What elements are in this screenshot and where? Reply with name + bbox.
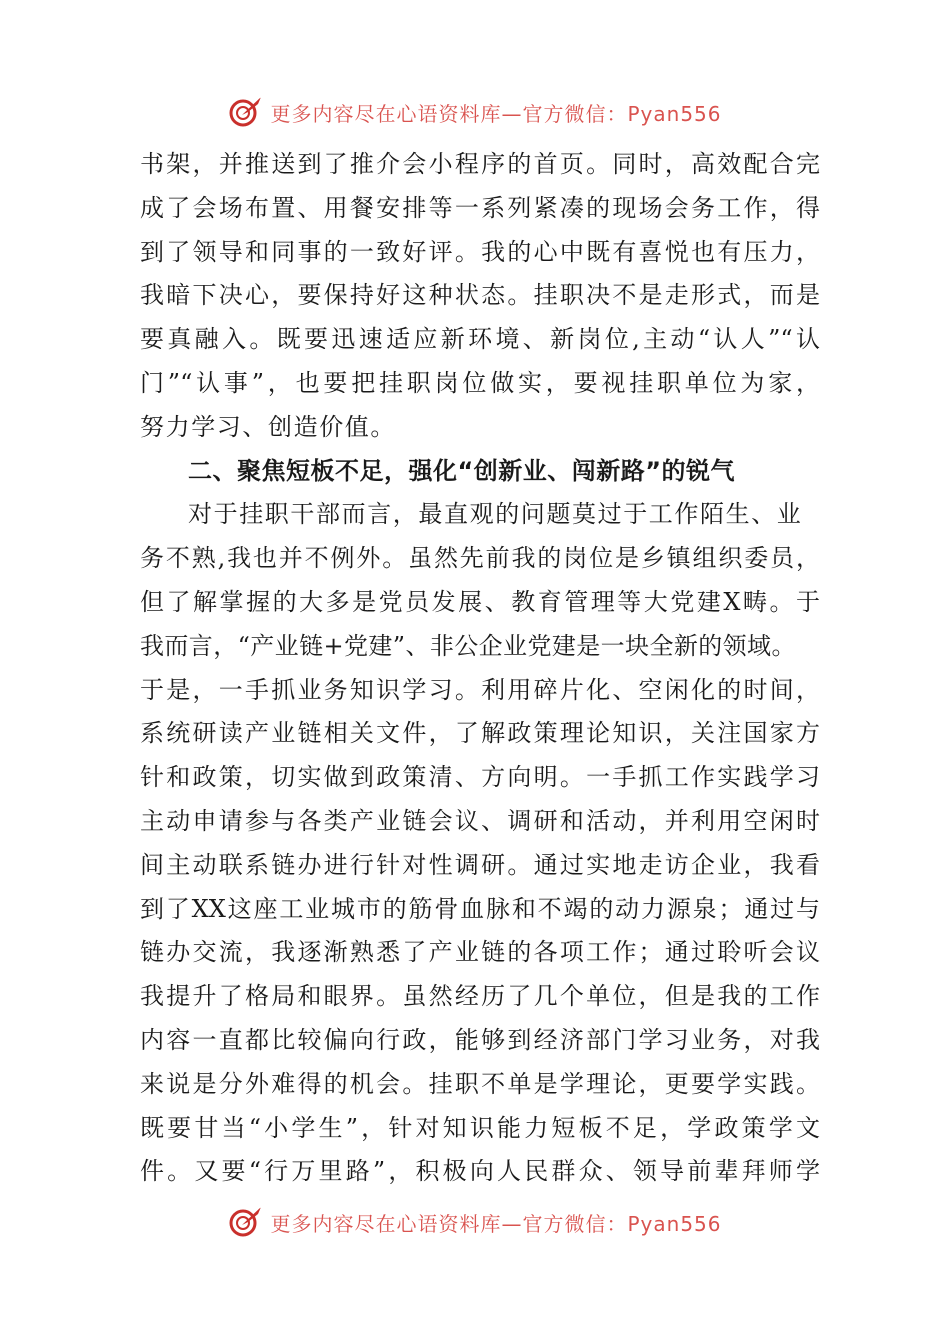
paragraph-line: 系统研读产业链相关文件，了解政策理论知识，关注国家方 xyxy=(140,719,820,748)
paragraph-line: 我提升了格局和眼界。虽然经历了几个单位，但是我的工作 xyxy=(140,982,820,1011)
watermark-account: Pyan556 xyxy=(627,1211,722,1236)
header-watermark xyxy=(0,92,950,132)
paragraph-line: 到了领导和同事的一致好评。我的心中既有喜悦也有压力， xyxy=(140,237,820,266)
paragraph-line: 务不熟,我也并不例外。虽然先前我的岗位是乡镇组织委员， xyxy=(140,544,820,573)
paragraph-line: 内容一直都比较偏向行政，能够到经济部门学习业务，对我 xyxy=(140,1025,820,1054)
paragraph-line: 主动申请参与各类产业链会议、调研和活动，并利用空闲时 xyxy=(140,806,820,835)
paragraph-line: 门”“认事”，也要把挂职岗位做实，要视挂职单位为家， xyxy=(140,368,820,397)
watermark-text: 更多内容尽在心语资料库—官方微信：Pyan556 xyxy=(270,101,722,126)
paragraph-line: 于是，一手抓业务知识学习。利用碎片化、空闲化的时间， xyxy=(140,675,820,704)
paragraph-line: 针和政策，切实做到政策清、方向明。一手抓工作实践学习 xyxy=(140,763,820,792)
paragraph-line: 来说是分外难得的机会。挂职不单是学理论，更要学实践。 xyxy=(140,1069,820,1098)
quill-seal-icon xyxy=(228,94,264,130)
paragraph-line: 书架，并推送到了推介会小程序的首页。同时，高效配合完 xyxy=(140,150,820,178)
paragraph-line: 但了解掌握的大多是党员发展、教育管理等大党建X畴。于 xyxy=(140,587,820,616)
paragraph-line: 对于挂职干部而言，最直观的问题莫过于工作陌生、业 xyxy=(188,500,803,529)
paragraph-line: 我而言，“产业链+党建”、非公企业党建是一块全新的领域。 xyxy=(140,631,796,660)
paragraph-line: 既要甘当“小学生”，针对知识能力短板不足，学政策学文 xyxy=(140,1113,820,1142)
section-heading: 二、聚焦短板不足，强化“创新业、闯新路”的锐气 xyxy=(188,456,736,485)
document-body xyxy=(140,143,820,1194)
paragraph-line: 成了会场布置、用餐安排等一系列紧凑的现场会务工作，得 xyxy=(140,193,820,222)
quill-seal-icon xyxy=(228,1204,264,1240)
paragraph-line: 件。又要“行万里路”，积极向人民群众、领导前辈拜师学 xyxy=(140,1157,820,1186)
paragraph-line: 我暗下决心，要保持好这种状态。挂职决不是走形式，而是 xyxy=(140,281,820,310)
paragraph-line: 到了XX这座工业城市的筋骨血脉和不竭的动力源泉；通过与 xyxy=(140,894,820,923)
watermark-text: 更多内容尽在心语资料库—官方微信：Pyan556 xyxy=(270,1211,722,1236)
watermark-account: Pyan556 xyxy=(627,101,722,126)
paragraph-line: 努力学习、创造价值。 xyxy=(140,412,396,441)
footer-watermark xyxy=(0,1202,950,1242)
paragraph-line: 要真融入。既要迅速适应新环境、新岗位,主动“认人”“认 xyxy=(140,325,820,354)
paragraph-line: 链办交流，我逐渐熟悉了产业链的各项工作；通过聆听会议 xyxy=(140,938,820,967)
paragraph-line: 间主动联系链办进行针对性调研。通过实地走访企业，我看 xyxy=(140,850,820,879)
